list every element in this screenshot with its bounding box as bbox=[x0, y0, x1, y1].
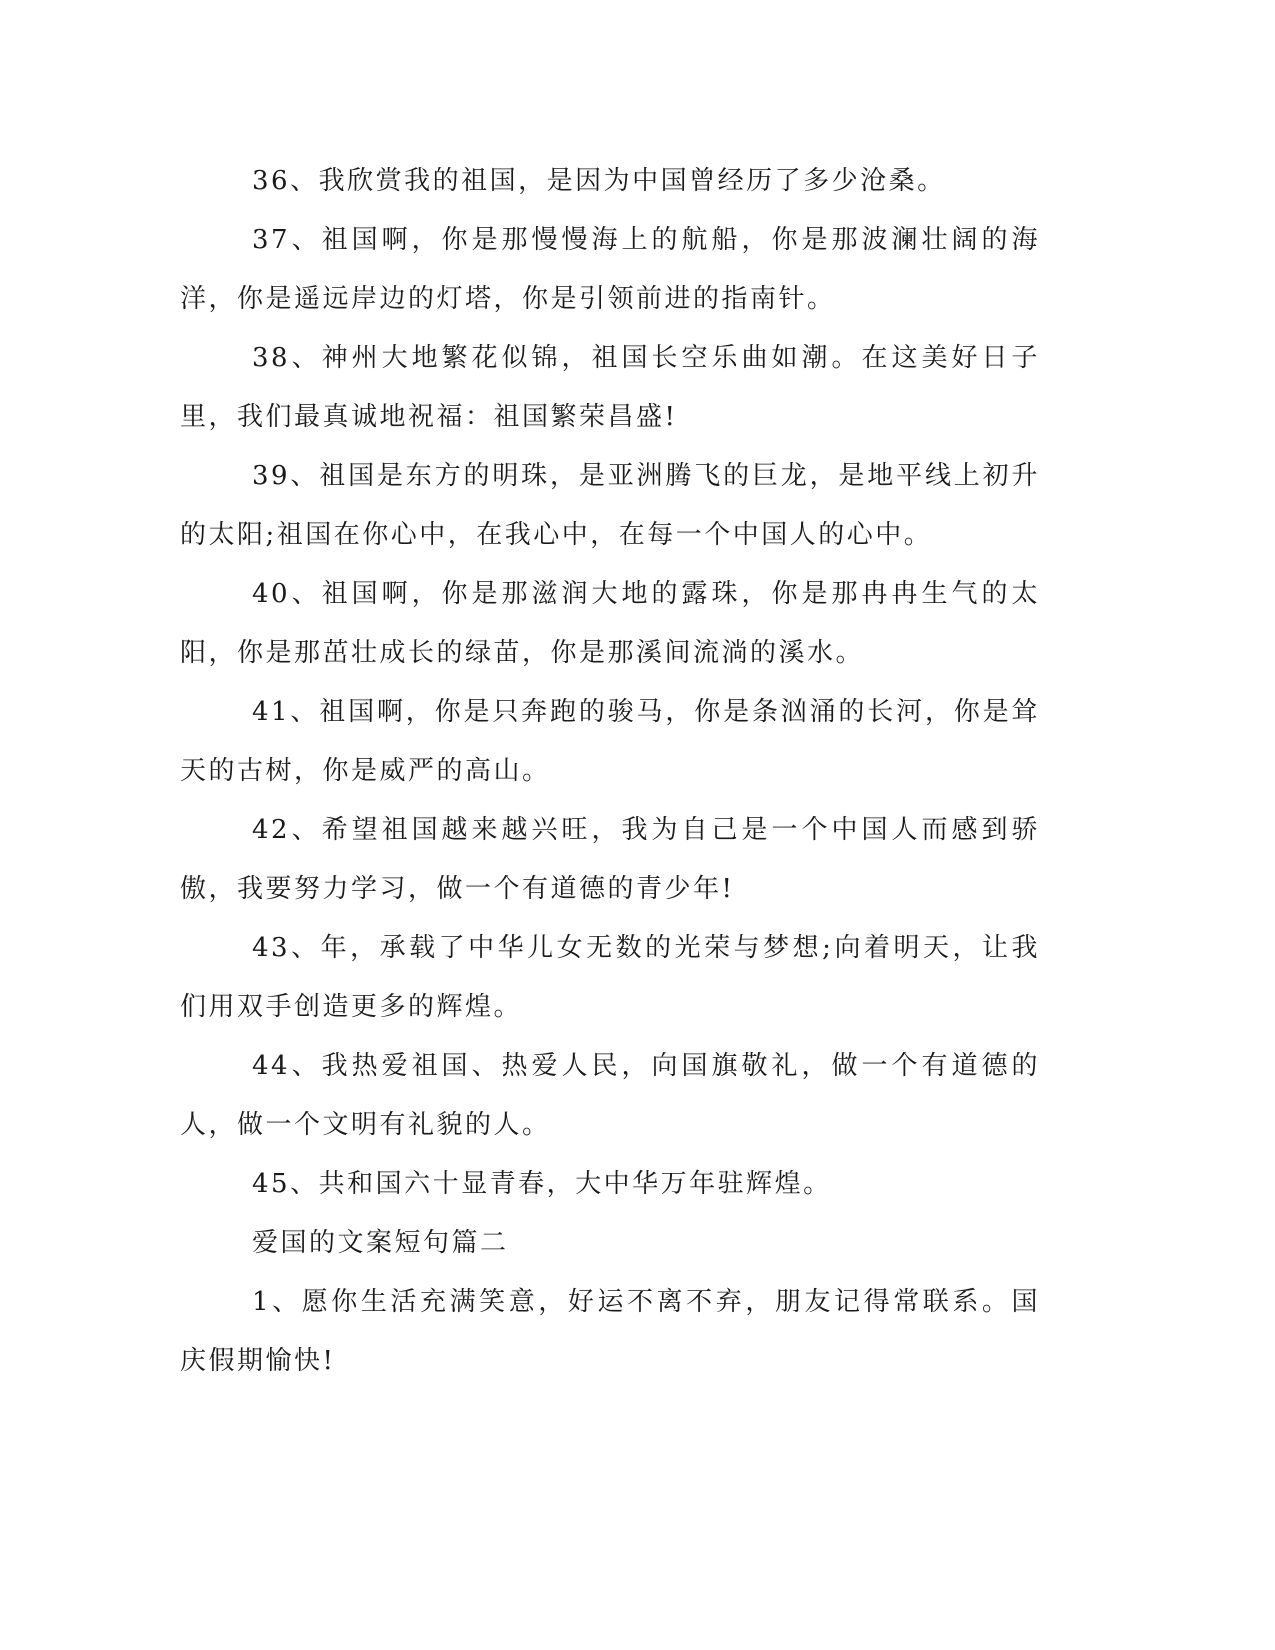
section-heading: 爱国的文案短句篇二 bbox=[252, 1228, 509, 1258]
paragraph-45: 45、共和国六十显青春，大中华万年驻辉煌。 bbox=[252, 1169, 832, 1199]
section-paragraph-1: 1、愿你生活充满笑意，好运不离不弃，朋友记得常联系。国庆假期愉快! bbox=[180, 1287, 1040, 1376]
paragraph-40: 40、祖国啊，你是那滋润大地的露珠，你是那冉冉生气的太阳，你是那茁壮成长的绿苗，你是那溪间流淌的溪水。 bbox=[180, 579, 1040, 668]
paragraph-37: 37、祖国啊，你是那慢慢海上的航船，你是那波澜壮阔的海洋，你是遥远岸边的灯塔，你是引领前进的指南针。 bbox=[180, 225, 1040, 314]
paragraph-39: 39、祖国是东方的明珠，是亚洲腾飞的巨龙，是地平线上初升的太阳;祖国在你心中，在我心中，在每一个中国人的心中。 bbox=[180, 461, 1040, 550]
paragraph-41: 41、祖国啊，你是只奔跑的骏马，你是条汹涌的长河，你是耸天的古树，你是威严的高山。 bbox=[180, 697, 1040, 786]
document-page bbox=[180, 152, 1040, 1391]
paragraph-44: 44、我热爱祖国、热爱人民，向国旗敬礼，做一个有道德的人，做一个文明有礼貌的人。 bbox=[180, 1051, 1040, 1140]
paragraph-43: 43、年，承载了中华儿女无数的光荣与梦想;向着明天，让我们用双手创造更多的辉煌。 bbox=[180, 933, 1040, 1022]
paragraph-38: 38、神州大地繁花似锦，祖国长空乐曲如潮。在这美好日子里，我们最真诚地祝福：祖国繁荣昌盛! bbox=[180, 343, 1040, 432]
paragraph-42: 42、希望祖国越来越兴旺，我为自己是一个中国人而感到骄傲，我要努力学习，做一个有道德的青少年! bbox=[180, 815, 1040, 904]
paragraph-36: 36、我欣赏我的祖国，是因为中国曾经历了多少沧桑。 bbox=[252, 166, 946, 196]
